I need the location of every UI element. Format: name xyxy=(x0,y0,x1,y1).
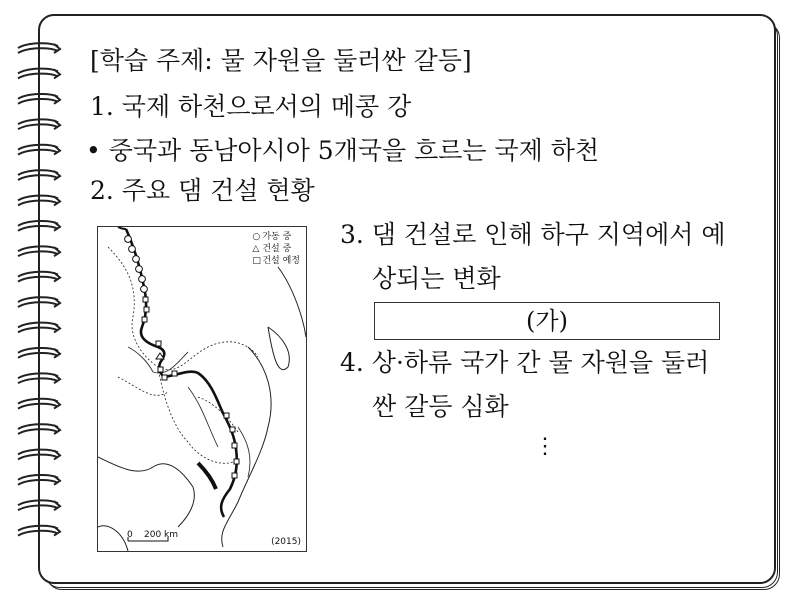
page-title: [학습 주제: 물 자원을 둘러싼 갈등] xyxy=(90,46,472,75)
item-4-line-1: 4. 상·하류 국가 간 물 자원을 둘러 xyxy=(340,348,710,377)
binding-ring xyxy=(18,170,60,180)
ellipsis: ⋮ xyxy=(534,434,556,459)
binding-ring xyxy=(18,475,60,485)
legend-operating: ○ 가동 중 xyxy=(252,232,292,242)
binding-ring xyxy=(18,500,60,510)
binding-ring xyxy=(18,196,60,206)
map-year: (2015) xyxy=(271,537,301,547)
legend-under-construction: △ 건설 중 xyxy=(252,244,292,254)
binding-ring xyxy=(18,450,60,460)
binding-ring xyxy=(18,526,60,536)
binding-ring xyxy=(18,246,60,256)
binding-ring xyxy=(18,424,60,434)
item-1: 1. 국제 하천으로서의 메콩 강 xyxy=(90,92,412,121)
binding-ring xyxy=(18,221,60,231)
binding-ring xyxy=(18,43,60,53)
mekong-dam-map xyxy=(97,226,307,552)
item-3-line-1: 3. 댐 건설로 인해 하구 지역에서 예 xyxy=(340,220,726,249)
map-drawing xyxy=(98,227,306,551)
binding-ring xyxy=(18,119,60,129)
binding-ring xyxy=(18,297,60,307)
scale-zero: 0 xyxy=(127,530,133,540)
item-2: 2. 주요 댐 건설 현황 xyxy=(90,176,315,205)
binding-ring xyxy=(18,94,60,104)
bullet-item: • 중국과 동남아시아 5개국을 흐르는 국제 하천 xyxy=(86,136,600,165)
binding-ring xyxy=(18,272,60,282)
scale-label: 200 km xyxy=(144,530,179,540)
binding-ring xyxy=(18,373,60,383)
item-4-line-2: 싼 갈등 심화 xyxy=(372,392,509,421)
binding-ring xyxy=(18,348,60,358)
binding-ring xyxy=(18,69,60,79)
map-legend xyxy=(252,231,300,267)
legend-planned: □건설 예정 xyxy=(252,256,300,266)
item-3-line-2: 상되는 변화 xyxy=(372,264,501,293)
binding-ring xyxy=(18,399,60,409)
binding-ring xyxy=(18,145,60,155)
spiral-binding xyxy=(0,0,80,606)
answer-blank-box: (가) xyxy=(374,302,720,340)
binding-ring xyxy=(18,323,60,333)
